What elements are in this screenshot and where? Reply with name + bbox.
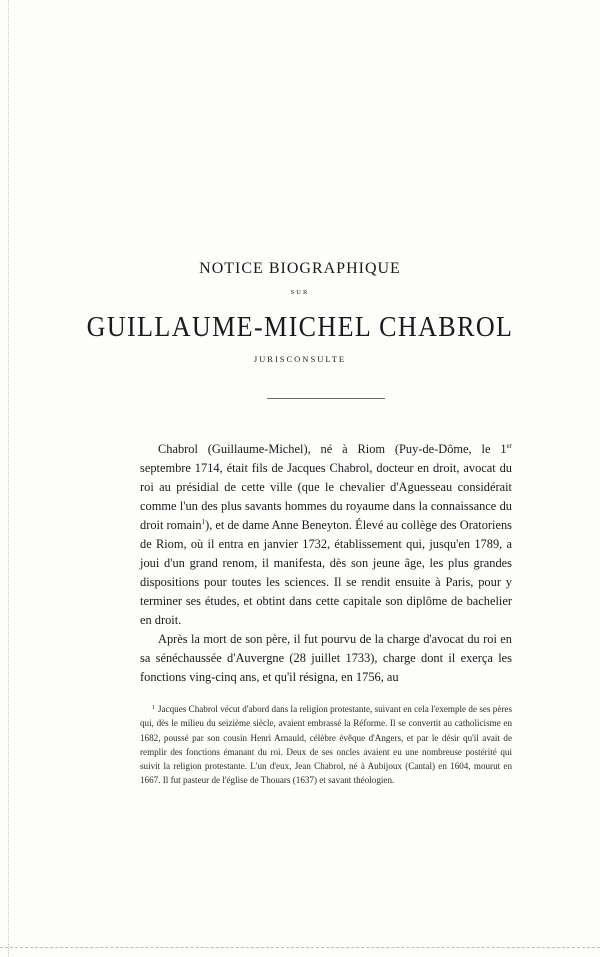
footnote [140,701,512,788]
paragraph-1-middle: septembre 1714, était fils de Jacques Chabrol, docteur en droit, avocat du roi au présidial de cette ville (que le chevalier d'Aguesseau considérait comme l'un des plus savants hommes du royaume dans la connaissance du droit romain [140,461,512,532]
paragraph-1-end: ), et de dame Anne Beneyton. Élevé au collège des Oratoriens de Riom, où il entra en janvier 1732, établissement qui, jusqu'en 1789, a joui d'un grand renom, il manifesta, dès son jeune âge, les plus grandes dispositions pour toutes les sciences. Il se rendit ensuite à Paris, pour y terminer ses études, et obtint dans cette capitale son diplôme de bachelier en droit. [140,518,513,627]
paragraph-1-start: Chabrol (Guillaume-Michel), né à Riom (Puy-de-Dôme, le 1 [158,442,507,456]
subject-name: GUILLAUME-MICHEL CHABROL [86,312,514,343]
paragraph-1 [140,440,512,630]
footnote-mark: 1 [152,705,155,711]
body-text [140,440,512,687]
paragraph-2: Après la mort de son père, il fut pourvu de la charge d'avocat du roi en sa sénéchaussée d'Auvergne (28 juillet 1733), charge dont il exerça les fonctions ving-cinq ans, et qu'il résigna, en 1756, au [140,632,512,684]
footnote-paragraph [140,701,512,788]
subject-profession: JURISCONSULTE [253,354,347,364]
notice-title: NOTICE BIOGRAPHIQUE [199,260,401,277]
footnote-reference: 1 [201,518,206,526]
notice-sur: SUR [290,289,310,296]
separator-gap [235,398,267,399]
page-edge-left [8,0,9,957]
ordinal-superscript: er [506,442,512,450]
page-edge-bottom [0,947,600,948]
footnote-text: Jacques Chabrol vécut d'abord dans la religion protestante, suivant en cela l'exemple de ses pères qui, dès le milieu du seizième siècle, avaient embrassé la Réforme. Il se convertit au catholicisme en 1682, poussé par son cousin Henri Arnauld, célèbre évêque d'Angers, et par le désir qu'il avait de remplir des fonctions émanant du roi. Deux de ses oncles avaient eu une nombreuse postérité qui suivit la religion protestante. L'un d'eux, Jean Chabrol, né à Aubijoux (Cantal) en 1604, mourut en 1667. Il fut pasteur de l'église de Thouars (1637) et savant théologien. [140,704,512,786]
